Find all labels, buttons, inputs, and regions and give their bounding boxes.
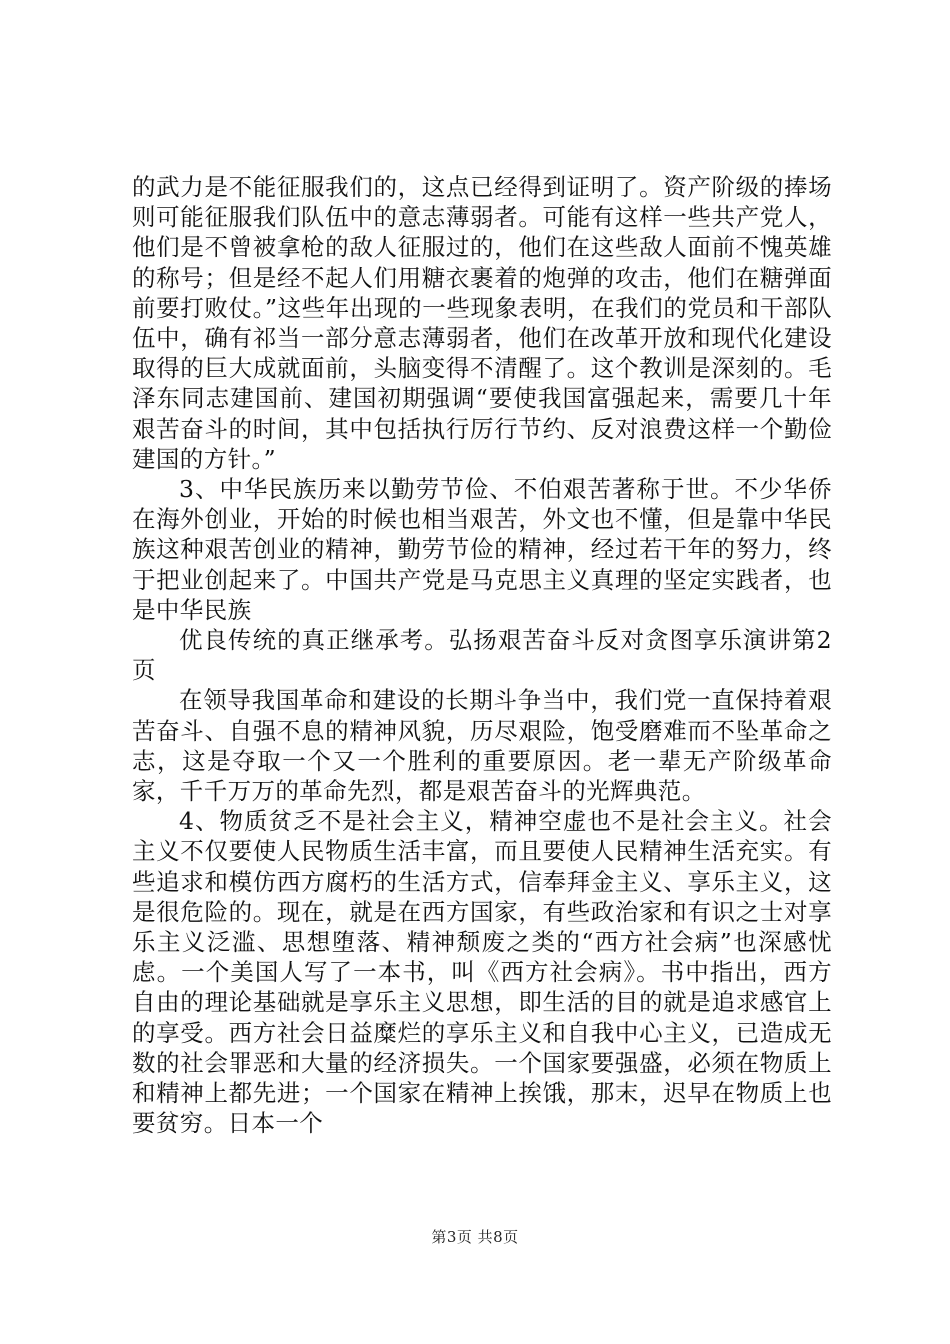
document-body xyxy=(132,172,832,1139)
paragraph-point-3: 3、中华民族历来以勤劳节俭、不伯艰苦著称于世。不少华侨在海外创业，开始的时候也相当艰苦，外文也不懂，但是靠中华民族这种艰苦创业的精神，勤劳节俭的精神，经过若干年的努力，终于把业创起来了。中国共产党是马克思主义真理的坚定实践者，也是中华民族 xyxy=(132,475,832,624)
paragraph-continuation: 的武力是不能征服我们的，这点已经得到证明了。资产阶级的捧场则可能征服我们队伍中的意志薄弱者。可能有这样一些共产党人，他们是不曾被拿枪的敌人征服过的，他们在这些敌人面前不愧英雄的称号；但是经不起人们用糖衣裹着的炮弹的攻击，他们在糖弹面前要打败仗。”这些年出现的一些现象表明，在我们的党员和干部队伍中，确有祁当一部分意志薄弱者，他们在改革开放和现代化建设取得的巨大成就面前，头脑变得不清醒了。这个教训是深刻的。毛泽东同志建国前、建国初期强调“要使我国富强起来，需要几十年艰苦奋斗的时间，其中包括执行厉行节约、反对浪费这样一个勤俭建国的方针。” xyxy=(132,173,832,473)
page-footer: 第3页 共8页 xyxy=(431,1228,519,1246)
paragraph-point-4: 4、物质贫乏不是社会主义，精神空虚也不是社会主义。社会主义不仅要使人民物质生活丰富，而且要使人民精神生活充实。有些追求和模仿西方腐朽的生活方式，信奉拜金主义、享乐主义，这是很危险的。现在，就是在西方国家，有些政治家和有识之士对享乐主义泛滥、思想堕落、精神颓废之类的“西方社会病”也深感忧虑。一个美国人写了一本书，叫《西方社会病》。书中指出，西方自由的理论基础就是享乐主义思想，即生活的目的就是追求感官上的享受。西方社会日益糜烂的享乐主义和自我中心主义，已造成无数的社会罪恶和大量的经济损失。一个国家要强盛，必须在物质上和精神上都先进；一个国家在精神上挨饿，那末，迟早在物质上也要贫穷。日本一个 xyxy=(132,807,832,1138)
paragraph-party-struggle: 在领导我国革命和建设的长期斗争当中，我们党一直保持着艰苦奋斗、自强不息的精神风貌，历尽艰险，饱受磨难而不坠革命之志，这是夺取一个又一个胜利的重要原因。老一辈无产阶级革命家，千千万万的革命先烈，都是艰苦奋斗的光辉典范。 xyxy=(132,686,832,806)
paragraph-page-break-title: 优良传统的真正继承考。弘扬艰苦奋斗反对贪图享乐演讲第2页 xyxy=(132,626,832,685)
